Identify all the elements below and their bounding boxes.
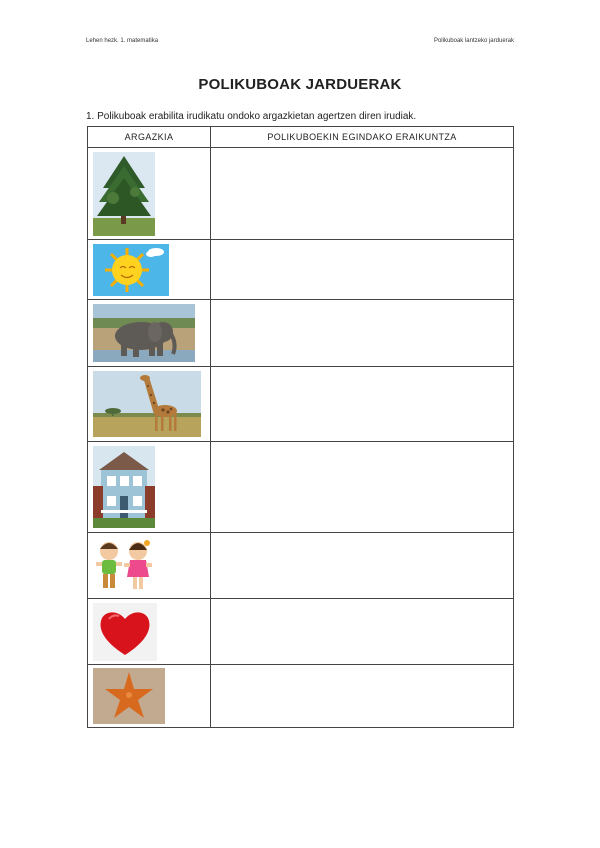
instruction-text: 1. Polikuboak erabilita irudikatu ondoko argazkietan agertzen diren irudiak. xyxy=(86,111,417,122)
tree-photo xyxy=(93,152,155,236)
photo-cell xyxy=(88,665,211,728)
house-photo xyxy=(93,446,155,528)
table-row xyxy=(88,599,514,665)
photo-cell xyxy=(88,300,211,367)
table-row xyxy=(88,148,514,240)
table-row xyxy=(88,533,514,599)
photo-cell xyxy=(88,533,211,599)
children-photo xyxy=(93,537,155,595)
table-header-row xyxy=(88,127,514,148)
photo-cell xyxy=(88,442,211,533)
construction-cell[interactable] xyxy=(211,665,514,728)
construction-cell[interactable] xyxy=(211,300,514,367)
page-title: POLIKUBOAK JARDUERAK xyxy=(198,76,402,93)
column-header-construction: POLIKUBOEKIN EGINDAKO ERAIKUNTZA xyxy=(211,127,514,148)
starfish-photo xyxy=(93,668,165,724)
table-row xyxy=(88,300,514,367)
construction-cell[interactable] xyxy=(211,599,514,665)
photo-cell xyxy=(88,240,211,300)
column-header-photo: ARGAZKIA xyxy=(88,127,211,148)
photo-cell xyxy=(88,148,211,240)
table-row xyxy=(88,240,514,300)
construction-cell[interactable] xyxy=(211,442,514,533)
giraffe-photo xyxy=(93,371,201,437)
photo-cell xyxy=(88,367,211,442)
photo-cell xyxy=(88,599,211,665)
heart-photo xyxy=(93,603,157,661)
header-right: Polikuboak lantzeko jarduerak xyxy=(433,38,514,44)
elephant-photo xyxy=(93,304,195,362)
construction-cell[interactable] xyxy=(211,533,514,599)
table-row xyxy=(88,442,514,533)
table-row xyxy=(88,665,514,728)
table-row xyxy=(88,367,514,442)
construction-cell[interactable] xyxy=(211,240,514,300)
construction-cell[interactable] xyxy=(211,367,514,442)
sun-photo xyxy=(93,244,169,296)
construction-cell[interactable] xyxy=(211,148,514,240)
activity-table xyxy=(87,126,514,728)
header-left: Lehen hezk. 1. matematika xyxy=(86,38,159,44)
